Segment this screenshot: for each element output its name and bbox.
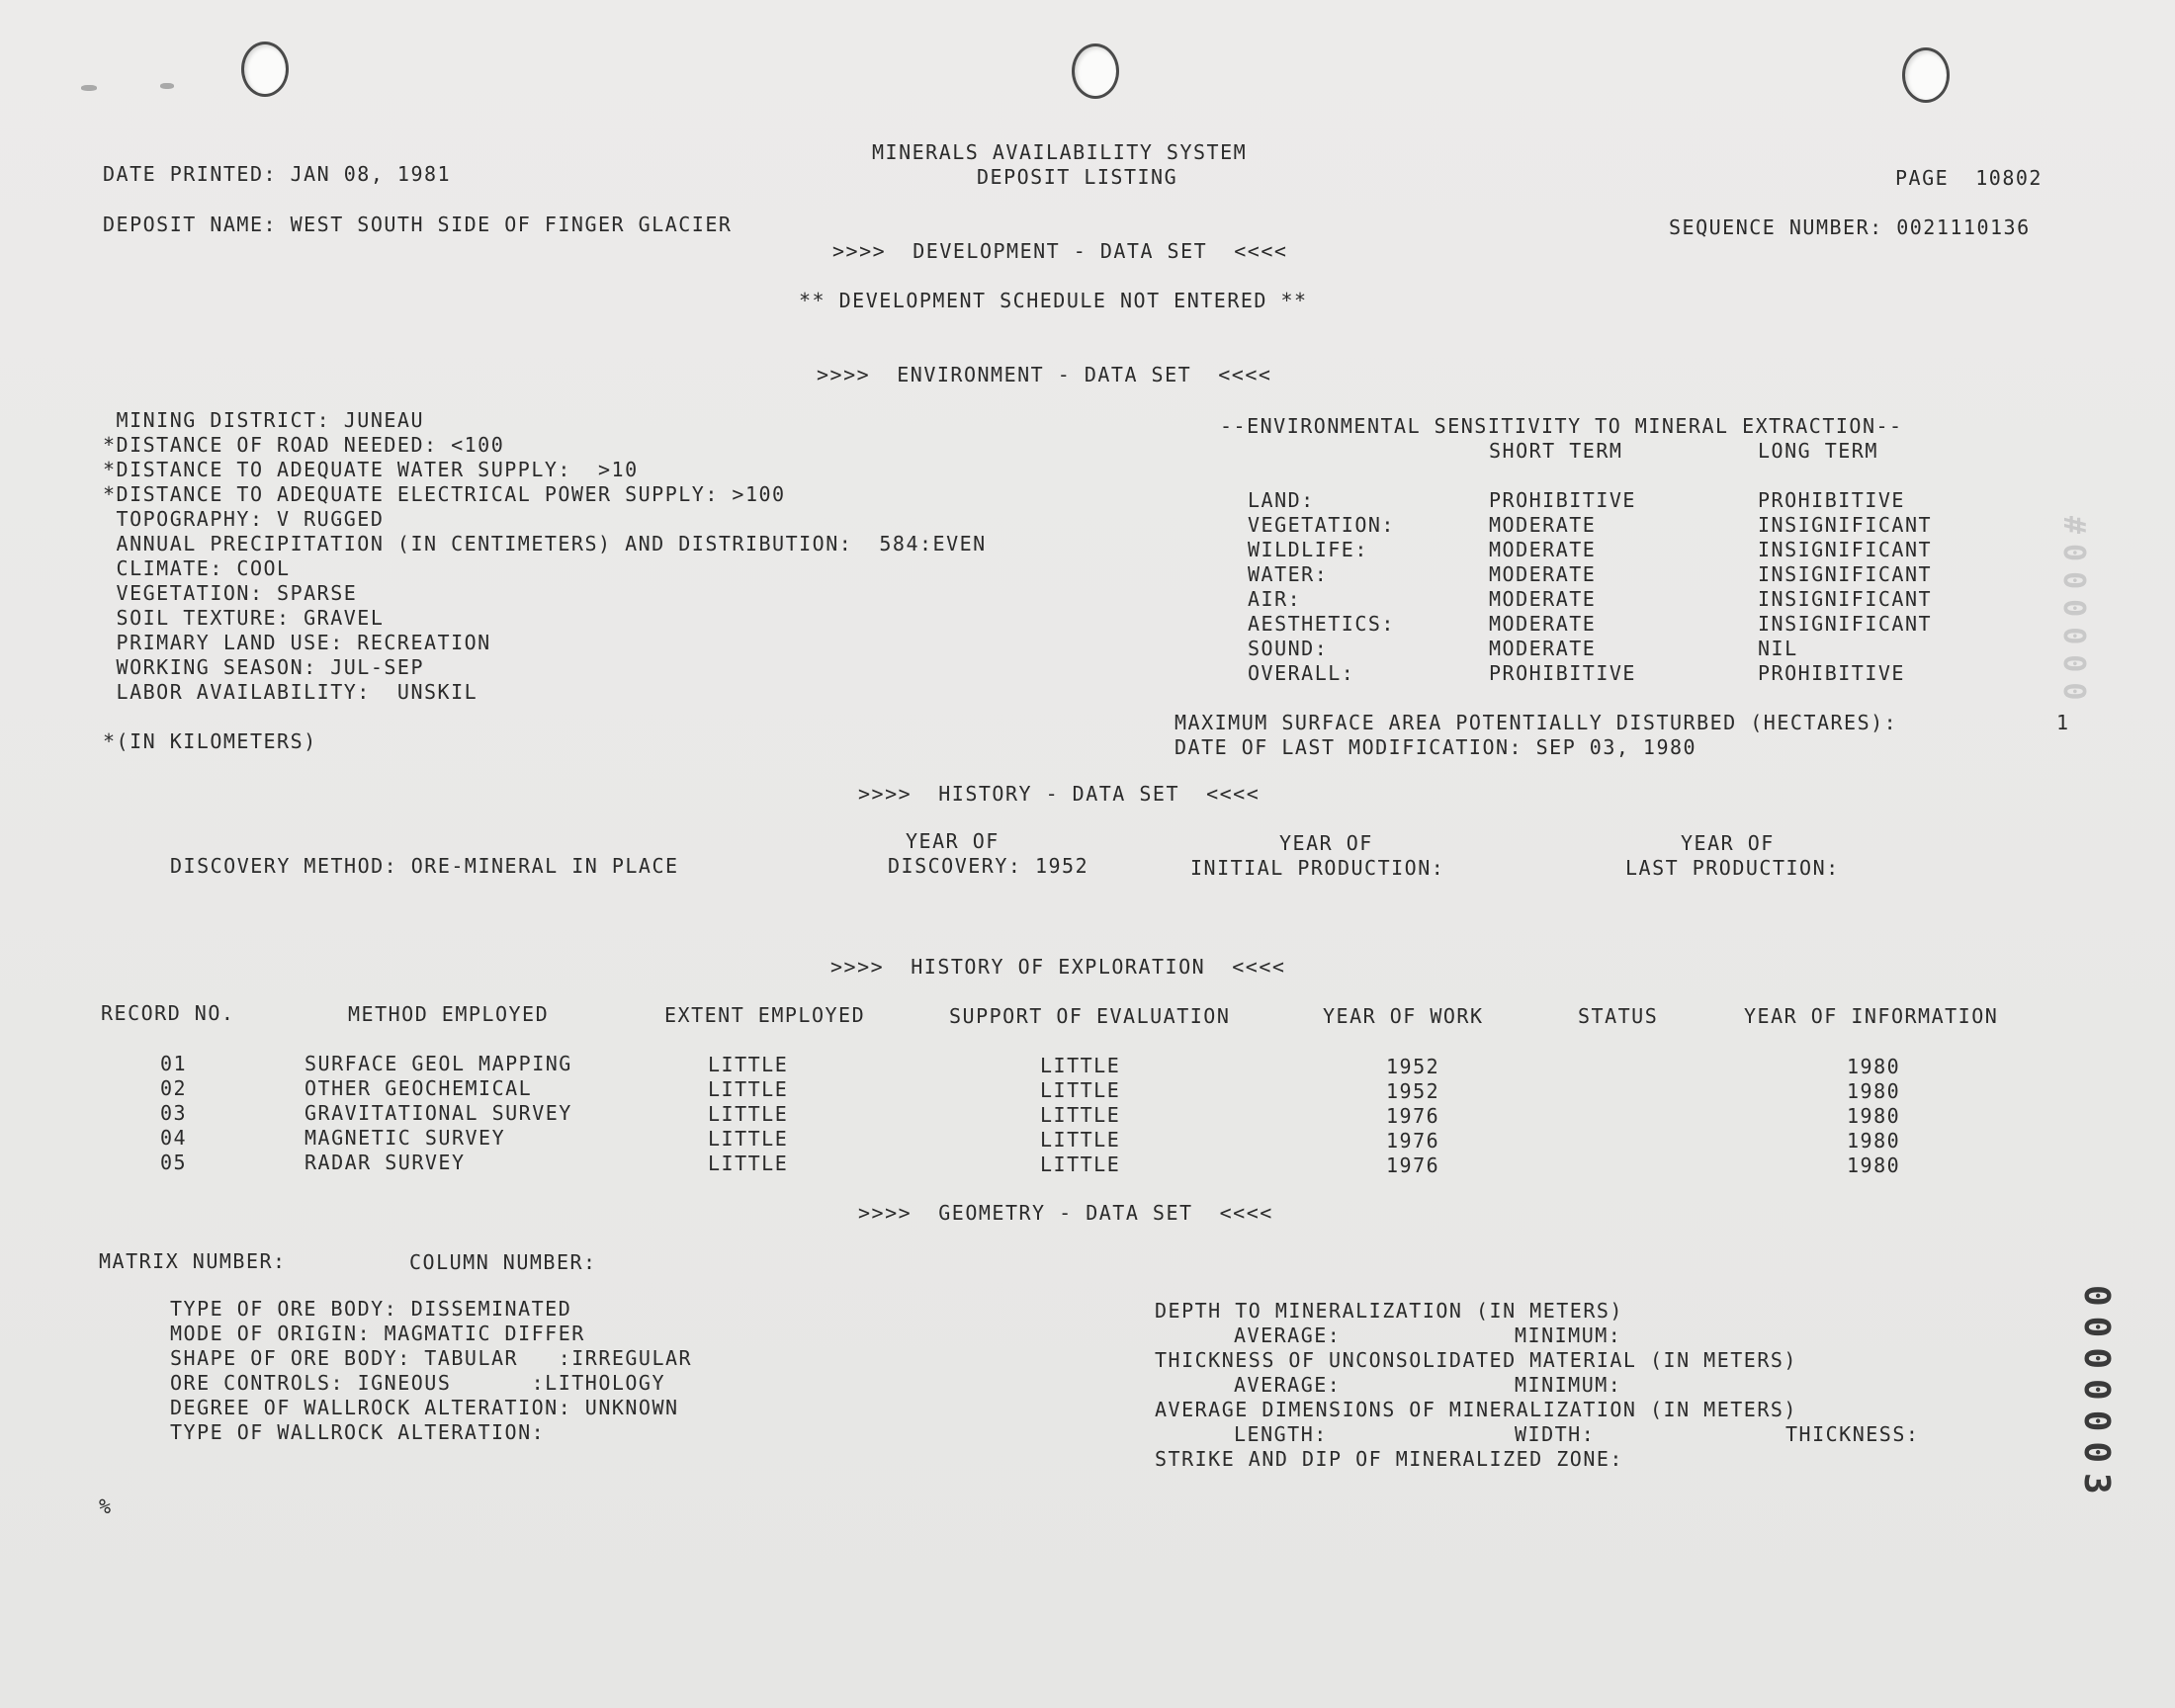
column-header-year-of-information: YEAR OF INFORMATION [1744, 1004, 1999, 1028]
cell-year-of-work: 1976 [1386, 1129, 1440, 1153]
geometry-line: SHAPE OF ORE BODY: TABULAR :IRREGULAR [170, 1346, 693, 1370]
dimensions-thickness: THICKNESS: [1785, 1422, 1920, 1446]
cell-extent: LITTLE [708, 1053, 789, 1076]
cell-support: LITTLE [1040, 1103, 1121, 1127]
sensitivity-long: PROHIBITIVE [1758, 661, 1905, 685]
kilometers-footnote: *(IN KILOMETERS) [103, 729, 317, 753]
deposit-name: DEPOSIT NAME: WEST SOUTH SIDE OF FINGER GLACIER [103, 213, 733, 236]
environment-line: MINING DISTRICT: JUNEAU [103, 408, 424, 432]
sensitivity-long: INSIGNIFICANT [1758, 587, 1933, 611]
strike-dip: STRIKE AND DIP OF MINERALIZED ZONE: [1155, 1447, 1623, 1471]
column-header-record: RECORD NO. [101, 1001, 235, 1025]
environment-line: ANNUAL PRECIPITATION (IN CENTIMETERS) AND DISTRIBUTION: 584:EVEN [103, 532, 987, 555]
thickness-minimum: MINIMUM: [1515, 1373, 1622, 1397]
short-term-label: SHORT TERM [1489, 439, 1623, 463]
cell-year-of-information: 1980 [1847, 1153, 1901, 1177]
discovery-year: DISCOVERY: 1952 [888, 854, 1089, 878]
geometry-line: ORE CONTROLS: IGNEOUS :LITHOLOGY [170, 1371, 666, 1395]
sensitivity-long: INSIGNIFICANT [1758, 538, 1933, 561]
geometry-line: DEGREE OF WALLROCK ALTERATION: UNKNOWN [170, 1396, 679, 1419]
sensitivity-label: AESTHETICS: [1248, 612, 1395, 636]
development-note: ** DEVELOPMENT SCHEDULE NOT ENTERED ** [799, 289, 1308, 312]
system-title: MINERALS AVAILABILITY SYSTEM [872, 140, 1248, 164]
cell-method: RADAR SURVEY [304, 1151, 466, 1174]
cell-year-of-work: 1976 [1386, 1104, 1440, 1128]
sensitivity-short: MODERATE [1489, 562, 1597, 586]
discovery-method: DISCOVERY METHOD: ORE-MINERAL IN PLACE [170, 854, 679, 878]
cell-year-of-work: 1976 [1386, 1153, 1440, 1177]
sensitivity-label: SOUND: [1248, 637, 1329, 660]
dimensions-length: LENGTH: [1234, 1422, 1328, 1446]
environment-line: *DISTANCE TO ADEQUATE ELECTRICAL POWER SUPPLY: >100 [103, 482, 786, 506]
cell-year-of-information: 1980 [1847, 1055, 1901, 1078]
year-of-label: YEAR OF [1681, 831, 1775, 855]
cell-record: 03 [160, 1101, 188, 1125]
sequence-number: SEQUENCE NUMBER: 0021110136 [1669, 215, 2031, 239]
dimensions-width: WIDTH: [1515, 1422, 1596, 1446]
sensitivity-label: AIR: [1248, 587, 1302, 611]
sensitivity-short: MODERATE [1489, 587, 1597, 611]
sensitivity-long: INSIGNIFICANT [1758, 562, 1933, 586]
initial-production: INITIAL PRODUCTION: [1190, 856, 1445, 880]
cell-support: LITTLE [1040, 1078, 1121, 1102]
environment-line: CLIMATE: COOL [103, 556, 291, 580]
matrix-number: MATRIX NUMBER: [99, 1249, 287, 1273]
environment-line: PRIMARY LAND USE: RECREATION [103, 631, 491, 654]
cell-method: GRAVITATIONAL SURVEY [304, 1101, 572, 1125]
column-header-status: STATUS [1578, 1004, 1659, 1028]
date-printed: DATE PRINTED: JAN 08, 1981 [103, 162, 452, 186]
cell-year-of-information: 1980 [1847, 1079, 1901, 1103]
column-header-support: SUPPORT OF EVALUATION [949, 1004, 1231, 1028]
cell-extent: LITTLE [708, 1102, 789, 1126]
geometry-line: TYPE OF WALLROCK ALTERATION: [170, 1420, 546, 1444]
side-stamp-faint: #000000 [2056, 516, 2091, 711]
depth-average: AVERAGE: [1234, 1324, 1342, 1347]
dimensions-title: AVERAGE DIMENSIONS OF MINERALIZATION (IN METERS) [1155, 1398, 1797, 1421]
sensitivity-long: PROHIBITIVE [1758, 488, 1905, 512]
cell-year-of-work: 1952 [1386, 1079, 1440, 1103]
sensitivity-long: INSIGNIFICANT [1758, 513, 1933, 537]
scan-smudge [160, 83, 174, 89]
max-surface-area-value: 1 [2056, 711, 2070, 734]
cell-year-of-information: 1980 [1847, 1129, 1901, 1153]
sensitivity-label: OVERALL: [1248, 661, 1355, 685]
sensitivity-title: --ENVIRONMENTAL SENSITIVITY TO MINERAL EXTRACTION-- [1220, 414, 1903, 438]
cell-support: LITTLE [1040, 1153, 1121, 1176]
sensitivity-label: LAND: [1248, 488, 1315, 512]
depth-minimum: MINIMUM: [1515, 1324, 1622, 1347]
thickness-average: AVERAGE: [1234, 1373, 1342, 1397]
cell-extent: LITTLE [708, 1152, 789, 1175]
side-stamp: 0000003 [2076, 1285, 2117, 1504]
cell-year-of-information: 1980 [1847, 1104, 1901, 1128]
cell-record: 01 [160, 1052, 188, 1075]
depth-title: DEPTH TO MINERALIZATION (IN METERS) [1155, 1299, 1623, 1323]
cell-record: 04 [160, 1126, 188, 1150]
binder-hole-center [1072, 43, 1119, 99]
column-header-method: METHOD EMPLOYED [348, 1002, 550, 1026]
sensitivity-short: MODERATE [1489, 612, 1597, 636]
history-heading: >>>> HISTORY - DATA SET <<<< [858, 782, 1261, 806]
sensitivity-short: MODERATE [1489, 637, 1597, 660]
cell-support: LITTLE [1040, 1054, 1121, 1077]
cell-method: MAGNETIC SURVEY [304, 1126, 506, 1150]
last-modification: DATE OF LAST MODIFICATION: SEP 03, 1980 [1174, 735, 1697, 759]
thickness-title: THICKNESS OF UNCONSOLIDATED MATERIAL (IN METERS) [1155, 1348, 1797, 1372]
geometry-line: TYPE OF ORE BODY: DISSEMINATED [170, 1297, 572, 1321]
environment-line: *DISTANCE TO ADEQUATE WATER SUPPLY: >10 [103, 458, 639, 481]
column-header-year-of-work: YEAR OF WORK [1323, 1004, 1484, 1028]
environment-line: *DISTANCE OF ROAD NEEDED: <100 [103, 433, 505, 457]
cell-extent: LITTLE [708, 1127, 789, 1151]
sensitivity-short: PROHIBITIVE [1489, 488, 1636, 512]
cell-year-of-work: 1952 [1386, 1055, 1440, 1078]
scan-smudge [81, 85, 97, 91]
cell-support: LITTLE [1040, 1128, 1121, 1152]
sensitivity-long: INSIGNIFICANT [1758, 612, 1933, 636]
sensitivity-label: VEGETATION: [1248, 513, 1395, 537]
year-of-label: YEAR OF [906, 829, 1000, 853]
cell-method: OTHER GEOCHEMICAL [304, 1076, 533, 1100]
last-production: LAST PRODUCTION: [1625, 856, 1840, 880]
end-mark: % [99, 1494, 113, 1518]
column-header-extent: EXTENT EMPLOYED [664, 1003, 866, 1027]
geometry-line: MODE OF ORIGIN: MAGMATIC DIFFER [170, 1322, 585, 1345]
sensitivity-short: MODERATE [1489, 538, 1597, 561]
listing-title: DEPOSIT LISTING [977, 165, 1178, 189]
environment-line: SOIL TEXTURE: GRAVEL [103, 606, 385, 630]
sensitivity-long: NIL [1758, 637, 1798, 660]
geometry-heading: >>>> GEOMETRY - DATA SET <<<< [858, 1201, 1273, 1225]
sensitivity-label: WILDLIFE: [1248, 538, 1368, 561]
max-surface-area-label: MAXIMUM SURFACE AREA POTENTIALLY DISTURBED (HECTARES): [1174, 711, 1898, 734]
cell-method: SURFACE GEOL MAPPING [304, 1052, 572, 1075]
long-term-label: LONG TERM [1758, 439, 1878, 463]
year-of-label: YEAR OF [1279, 831, 1373, 855]
environment-line: LABOR AVAILABILITY: UNSKIL [103, 680, 478, 704]
sensitivity-label: WATER: [1248, 562, 1329, 586]
cell-record: 05 [160, 1151, 188, 1174]
page-number: PAGE 10802 [1895, 166, 2043, 190]
binder-hole-right [1902, 47, 1950, 103]
cell-extent: LITTLE [708, 1077, 789, 1101]
environment-line: VEGETATION: SPARSE [103, 581, 358, 605]
environment-line: TOPOGRAPHY: V RUGGED [103, 507, 385, 531]
binder-hole-left [241, 42, 289, 97]
cell-record: 02 [160, 1076, 188, 1100]
sensitivity-short: MODERATE [1489, 513, 1597, 537]
environment-heading: >>>> ENVIRONMENT - DATA SET <<<< [817, 363, 1272, 386]
development-heading: >>>> DEVELOPMENT - DATA SET <<<< [832, 239, 1288, 263]
environment-line: WORKING SEASON: JUL-SEP [103, 655, 424, 679]
column-number: COLUMN NUMBER: [409, 1250, 597, 1274]
sensitivity-short: PROHIBITIVE [1489, 661, 1636, 685]
exploration-heading: >>>> HISTORY OF EXPLORATION <<<< [830, 955, 1286, 979]
